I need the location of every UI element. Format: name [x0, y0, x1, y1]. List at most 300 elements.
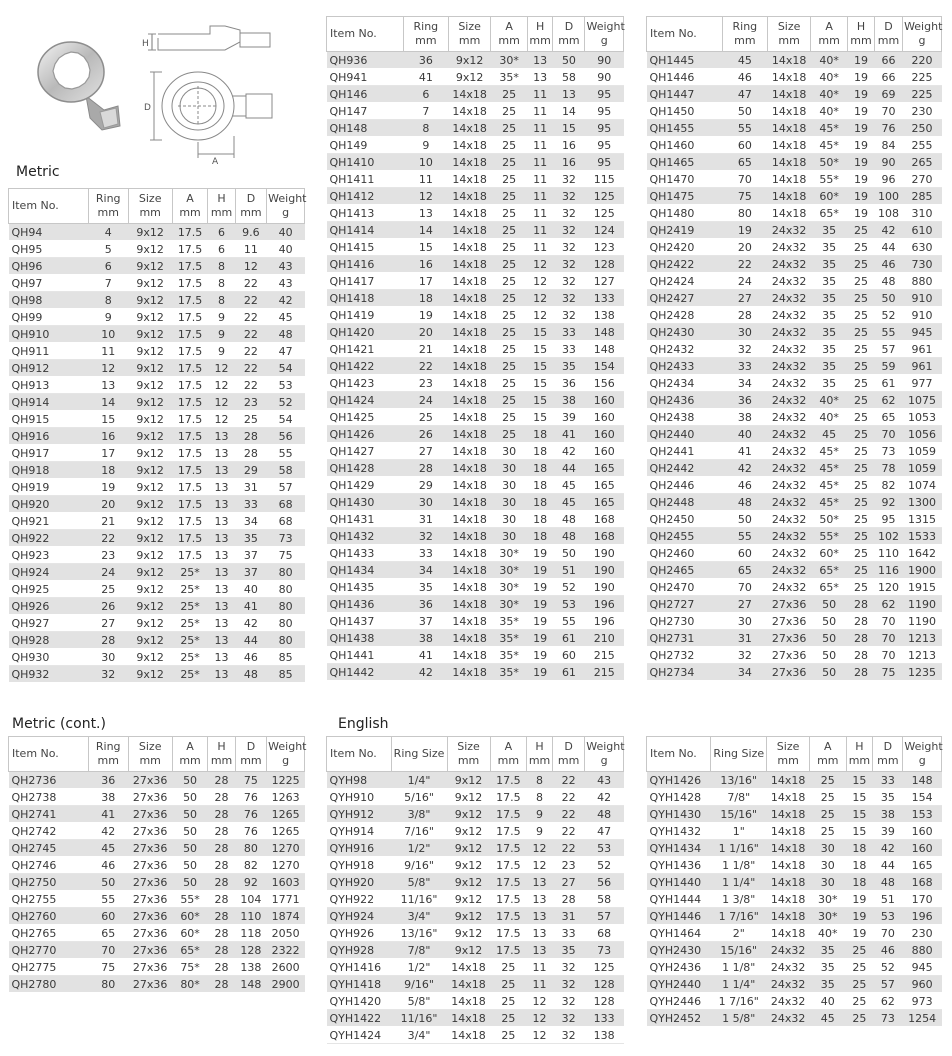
table-cell: 25 — [491, 341, 527, 358]
table-cell: 12 — [527, 1027, 553, 1044]
table-cell: 23 — [552, 857, 584, 874]
item-number-cell: QH1442 — [327, 664, 404, 681]
table-cell: 41 — [722, 443, 767, 460]
table-cell: 108 — [874, 205, 902, 222]
table-cell: 18 — [527, 460, 553, 477]
table-cell: 25 — [847, 392, 874, 409]
table-cell: 50 — [811, 647, 848, 664]
table-cell: 53 — [267, 377, 305, 394]
item-number-cell: QH1437 — [327, 613, 404, 630]
table-cell: 32 — [552, 976, 584, 993]
table-cell: 48 — [873, 874, 903, 891]
table-cell: 17.5 — [172, 275, 208, 292]
table-row — [327, 959, 624, 976]
table-cell: 50 — [874, 290, 902, 307]
table-cell: 24 — [88, 564, 128, 581]
dim-label-h: H — [142, 39, 149, 49]
item-number-cell: QH1455 — [647, 120, 723, 137]
table-cell: 73 — [873, 1010, 903, 1027]
table-row — [327, 874, 624, 891]
table-cell: 19 — [847, 69, 874, 86]
english-table-1 — [326, 736, 624, 1044]
technical-drawing — [140, 16, 300, 166]
table-cell: 17.5 — [172, 411, 208, 428]
item-number-cell: QH1412 — [327, 188, 404, 205]
table-cell: 18 — [846, 840, 873, 857]
table-cell: 17.5 — [172, 547, 208, 564]
table-cell: 35 — [810, 976, 846, 993]
item-number-cell: QYH1434 — [647, 840, 711, 857]
item-number-cell: QH2460 — [647, 545, 723, 562]
table-row — [647, 789, 942, 806]
table-cell: 160 — [585, 426, 624, 443]
table-cell: 82 — [235, 857, 266, 874]
table-cell: 138 — [235, 959, 266, 976]
table-cell: 24x32 — [768, 273, 811, 290]
table-cell: 116 — [874, 562, 902, 579]
item-number-cell: QYH1432 — [647, 823, 711, 840]
table-row — [9, 411, 305, 428]
table-cell: 40 — [810, 993, 846, 1010]
table-cell: 14x18 — [448, 392, 491, 409]
table-row — [327, 443, 624, 460]
item-number-cell: QH910 — [9, 326, 89, 343]
table-cell: 69 — [874, 86, 902, 103]
table-cell: 40* — [811, 52, 848, 69]
table-cell: 12 — [527, 307, 553, 324]
item-number-cell: QYH914 — [327, 823, 392, 840]
table-cell: 196 — [585, 596, 624, 613]
table-cell: 30 — [403, 494, 448, 511]
table-cell: 14x18 — [768, 120, 811, 137]
item-number-cell: QH2727 — [647, 596, 723, 613]
table-cell: 13 — [527, 942, 553, 959]
table-row — [327, 613, 624, 630]
table-cell: 1053 — [903, 409, 942, 426]
table-cell: 55* — [172, 891, 208, 908]
table-cell: 17.5 — [490, 823, 527, 840]
item-number-cell: QH1413 — [327, 205, 404, 222]
item-number-cell: QYH910 — [327, 789, 392, 806]
table-cell: 56 — [585, 874, 624, 891]
table-cell: 18 — [527, 477, 553, 494]
table-cell: 123 — [585, 239, 624, 256]
table-cell: 30 — [810, 840, 846, 857]
table-cell: 18 — [527, 511, 553, 528]
table-cell: 50 — [553, 52, 585, 69]
table-row — [327, 392, 624, 409]
table-row — [327, 772, 624, 789]
table-cell: 22 — [552, 823, 584, 840]
table-cell: 15 — [88, 411, 128, 428]
table-cell: 20 — [722, 239, 767, 256]
table-cell: 37 — [403, 613, 448, 630]
item-number-cell: QH914 — [9, 394, 89, 411]
table-cell: 33 — [722, 358, 767, 375]
table-cell: 25 — [491, 137, 527, 154]
item-number-cell: QH926 — [9, 598, 89, 615]
item-number-cell: QH1427 — [327, 443, 404, 460]
table-row — [9, 496, 305, 513]
table-cell: 18 — [527, 528, 553, 545]
item-number-cell: QYH920 — [327, 874, 392, 891]
table-cell: 22 — [552, 789, 584, 806]
item-number-cell: QH146 — [327, 86, 404, 103]
table-row — [327, 545, 624, 562]
item-number-cell: QYH2446 — [647, 993, 711, 1010]
table-cell: 50 — [172, 857, 208, 874]
item-number-cell: QH2430 — [647, 324, 723, 341]
table-cell: 56 — [267, 428, 305, 445]
table-cell: 24x32 — [768, 392, 811, 409]
table-cell: 1/4" — [391, 772, 447, 789]
item-number-cell: QH2760 — [9, 908, 89, 925]
table-cell: 44 — [873, 857, 903, 874]
table-cell: 50 — [553, 545, 585, 562]
table-cell: 9x12 — [447, 891, 490, 908]
table-cell: 9x12 — [128, 343, 172, 360]
table-cell: 25 — [847, 307, 874, 324]
table-cell: 46 — [874, 256, 902, 273]
table-cell: 13 — [553, 86, 585, 103]
table-row — [9, 772, 305, 789]
table-cell: 25 — [847, 256, 874, 273]
table-cell: 110 — [235, 908, 266, 925]
table-cell: 25 — [810, 789, 846, 806]
table-cell: 61 — [553, 630, 585, 647]
table-cell: 30 — [491, 511, 527, 528]
table-cell: 9 — [208, 326, 235, 343]
table-cell: 17.5 — [172, 445, 208, 462]
table-cell: 17.5 — [490, 857, 527, 874]
table-cell: 17.5 — [172, 394, 208, 411]
table-row — [647, 273, 942, 290]
table-cell: 17.5 — [172, 479, 208, 496]
table-cell: 32 — [553, 290, 585, 307]
table-row — [647, 171, 942, 188]
table-cell: 25 — [491, 375, 527, 392]
table-cell: 80 — [722, 205, 767, 222]
table-cell: 15 — [527, 375, 553, 392]
column-header: Size mm — [128, 189, 172, 224]
table-row — [327, 528, 624, 545]
table-cell: 62 — [873, 993, 903, 1010]
item-number-cell: QH2422 — [647, 256, 723, 273]
table-cell: 2600 — [267, 959, 305, 976]
item-number-cell: QH99 — [9, 309, 89, 326]
table-cell: 11 — [527, 976, 553, 993]
table-row — [647, 942, 942, 959]
table-cell: 25 — [491, 120, 527, 137]
table-cell: 25 — [847, 545, 874, 562]
table-cell: 9x12 — [128, 309, 172, 326]
table-cell: 28 — [847, 630, 874, 647]
table-cell: 13 — [527, 891, 553, 908]
table-cell: 50 — [172, 772, 208, 789]
table-cell: 13 — [208, 666, 235, 683]
table-row — [9, 394, 305, 411]
item-number-cell: QH2750 — [9, 874, 89, 891]
table-cell: 70 — [874, 426, 902, 443]
table-cell: 25 — [847, 324, 874, 341]
table-row — [9, 806, 305, 823]
table-cell: 9 — [403, 137, 448, 154]
table-cell: 14x18 — [448, 205, 491, 222]
column-header: Weight g — [585, 737, 624, 772]
table-row — [647, 426, 942, 443]
table-cell: 973 — [903, 993, 942, 1010]
table-cell: 9x12 — [128, 258, 172, 275]
table-cell: 55 — [88, 891, 128, 908]
table-cell: 65* — [811, 205, 848, 222]
table-cell: 17.5 — [490, 925, 527, 942]
table-row — [647, 443, 942, 460]
table-row — [647, 375, 942, 392]
table-cell: 9x12 — [128, 615, 172, 632]
table-cell: 32 — [403, 528, 448, 545]
table-cell: 17.5 — [172, 513, 208, 530]
table-row — [647, 908, 942, 925]
table-cell: 9x12 — [128, 275, 172, 292]
table-cell: 17.5 — [490, 789, 527, 806]
table-cell: 28 — [208, 874, 235, 891]
item-number-cell: QYH1430 — [647, 806, 711, 823]
table-cell: 52 — [585, 857, 624, 874]
table-cell: 133 — [585, 290, 624, 307]
table-cell: 28 — [208, 942, 235, 959]
table-cell: 40* — [811, 86, 848, 103]
item-number-cell: QH917 — [9, 445, 89, 462]
table-cell: 138 — [585, 1027, 624, 1044]
table-header-row — [647, 737, 942, 772]
table-cell: 45 — [722, 52, 767, 69]
table-cell: 24x32 — [768, 426, 811, 443]
table-cell: 22 — [235, 343, 266, 360]
table-cell: 27x36 — [128, 925, 172, 942]
table-cell: 1 7/16" — [711, 993, 767, 1010]
table-cell: 30* — [491, 579, 527, 596]
table-cell: 42 — [722, 460, 767, 477]
table-cell: 1059 — [903, 460, 942, 477]
item-number-cell: QYH1416 — [327, 959, 392, 976]
table-cell: 27x36 — [128, 891, 172, 908]
table-cell: 18 — [527, 494, 553, 511]
table-cell: 25 — [847, 358, 874, 375]
table-cell: 40* — [811, 409, 848, 426]
table-cell: 51 — [553, 562, 585, 579]
table-cell: 190 — [585, 562, 624, 579]
table-cell: 24x32 — [768, 545, 811, 562]
column-header: Ring mm — [403, 17, 448, 52]
item-number-cell: QH1460 — [647, 137, 723, 154]
table-row — [647, 188, 942, 205]
table-cell: 25 — [491, 290, 527, 307]
table-cell: 15 — [527, 341, 553, 358]
table-cell: 25* — [172, 666, 208, 683]
table-cell: 190 — [585, 545, 624, 562]
table-cell: 46 — [235, 649, 266, 666]
table-cell: 42 — [88, 823, 128, 840]
item-number-cell: QYH912 — [327, 806, 392, 823]
table-row — [327, 925, 624, 942]
table-cell: 9x12 — [447, 823, 490, 840]
table-cell: 10 — [88, 326, 128, 343]
table-cell: 65 — [722, 154, 767, 171]
table-row — [647, 647, 942, 664]
table-row — [647, 341, 942, 358]
table-cell: 35 — [553, 358, 585, 375]
table-cell: 16 — [403, 256, 448, 273]
table-cell: 11 — [527, 222, 553, 239]
table-row — [9, 275, 305, 292]
table-cell: 12 — [208, 377, 235, 394]
item-number-cell: QH149 — [327, 137, 404, 154]
table-cell: 25 — [847, 375, 874, 392]
table-cell: 25 — [847, 562, 874, 579]
table-cell: 25 — [490, 1010, 527, 1027]
table-cell: 25 — [846, 993, 873, 1010]
table-cell: 14x18 — [768, 137, 811, 154]
table-row — [327, 341, 624, 358]
table-row — [327, 840, 624, 857]
table-row — [9, 428, 305, 445]
table-cell: 33 — [552, 925, 584, 942]
table-cell: 14x18 — [448, 222, 491, 239]
table-cell: 33 — [235, 496, 266, 513]
item-number-cell: QH1416 — [327, 256, 404, 273]
table-cell: 14x18 — [448, 103, 491, 120]
table-cell: 1 1/4" — [711, 874, 767, 891]
table-row — [647, 823, 942, 840]
table-cell: 14x18 — [448, 307, 491, 324]
item-number-cell: QYH918 — [327, 857, 392, 874]
table-row — [647, 52, 942, 69]
table-cell: 12 — [527, 840, 553, 857]
table-row — [647, 959, 942, 976]
table-cell: 610 — [903, 222, 942, 239]
table-row — [327, 1010, 624, 1027]
table-cell: 25 — [847, 409, 874, 426]
table-row — [9, 615, 305, 632]
table-cell: 13 — [527, 925, 553, 942]
item-number-cell: QH1475 — [647, 188, 723, 205]
table-cell: 15 — [846, 789, 873, 806]
table-cell: 35 — [811, 324, 848, 341]
item-number-cell: QH1433 — [327, 545, 404, 562]
item-number-cell: QH1445 — [647, 52, 723, 69]
item-number-cell: QYH1436 — [647, 857, 711, 874]
table-cell: 61 — [874, 375, 902, 392]
table-cell: 25 — [847, 273, 874, 290]
item-number-cell: QH925 — [9, 581, 89, 598]
table-cell: 22 — [235, 292, 266, 309]
table-row — [9, 326, 305, 343]
table-cell: 12 — [527, 273, 553, 290]
column-header: A mm — [172, 737, 208, 772]
table-cell: 17.5 — [172, 224, 208, 241]
table-cell: 70 — [874, 103, 902, 120]
table-cell: 19 — [846, 925, 873, 942]
table-cell: 19 — [722, 222, 767, 239]
table-cell: 27x36 — [128, 942, 172, 959]
table-cell: 9 — [527, 806, 553, 823]
table-row — [327, 375, 624, 392]
table-cell: 25 — [810, 823, 846, 840]
table-cell: 11 — [527, 239, 553, 256]
table-cell: 148 — [235, 976, 266, 993]
table-cell: 48 — [585, 806, 624, 823]
table-cell: 7/8" — [391, 942, 447, 959]
table-row — [327, 154, 624, 171]
table-cell: 55 — [722, 528, 767, 545]
item-number-cell: QH922 — [9, 530, 89, 547]
table-cell: 9x12 — [128, 428, 172, 445]
table-cell: 170 — [903, 891, 942, 908]
item-number-cell: QH1424 — [327, 392, 404, 409]
table-cell: 30* — [491, 52, 527, 69]
table-cell: 75 — [874, 664, 902, 681]
table-cell: 17.5 — [172, 530, 208, 547]
table-cell: 28 — [403, 460, 448, 477]
table-cell: 29 — [235, 462, 266, 479]
table-cell: 32 — [552, 993, 584, 1010]
table-cell: 9x12 — [128, 632, 172, 649]
table-row — [647, 409, 942, 426]
table-cell: 13 — [208, 564, 235, 581]
table-cell: 14x18 — [448, 443, 491, 460]
table-row — [9, 241, 305, 258]
table-cell: 12 — [208, 394, 235, 411]
table-cell: 40 — [722, 426, 767, 443]
table-cell: 118 — [235, 925, 266, 942]
column-header: A mm — [490, 737, 527, 772]
table-cell: 138 — [585, 307, 624, 324]
table-cell: 50 — [172, 823, 208, 840]
table-cell: 27 — [722, 290, 767, 307]
item-number-cell: QH915 — [9, 411, 89, 428]
item-number-cell: QH2433 — [647, 358, 723, 375]
table-cell: 9x12 — [447, 874, 490, 891]
item-number-cell: QYH916 — [327, 840, 392, 857]
table-row — [647, 222, 942, 239]
item-number-cell: QH98 — [9, 292, 89, 309]
table-cell: 50 — [172, 840, 208, 857]
column-header: D mm — [235, 737, 266, 772]
table-cell: 156 — [585, 375, 624, 392]
table-cell: 1056 — [903, 426, 942, 443]
table-cell: 14x18 — [448, 545, 491, 562]
table-row — [327, 409, 624, 426]
table-cell: 33 — [553, 341, 585, 358]
column-header: Item No. — [647, 737, 711, 772]
table-cell: 9/16" — [391, 857, 447, 874]
table-cell: 40 — [235, 581, 266, 598]
table-cell: 15 — [846, 806, 873, 823]
table-cell: 25 — [403, 409, 448, 426]
table-row — [327, 579, 624, 596]
table-cell: 1059 — [903, 443, 942, 460]
table-row — [9, 564, 305, 581]
table-cell: 25 — [847, 341, 874, 358]
table-cell: 25 — [846, 1010, 873, 1027]
table-cell: 84 — [874, 137, 902, 154]
table-cell: 18 — [88, 462, 128, 479]
table-cell: 11 — [235, 241, 266, 258]
table-cell: 5 — [88, 241, 128, 258]
table-cell: 55 — [553, 613, 585, 630]
table-cell: 32 — [553, 188, 585, 205]
item-number-cell: QH2450 — [647, 511, 723, 528]
